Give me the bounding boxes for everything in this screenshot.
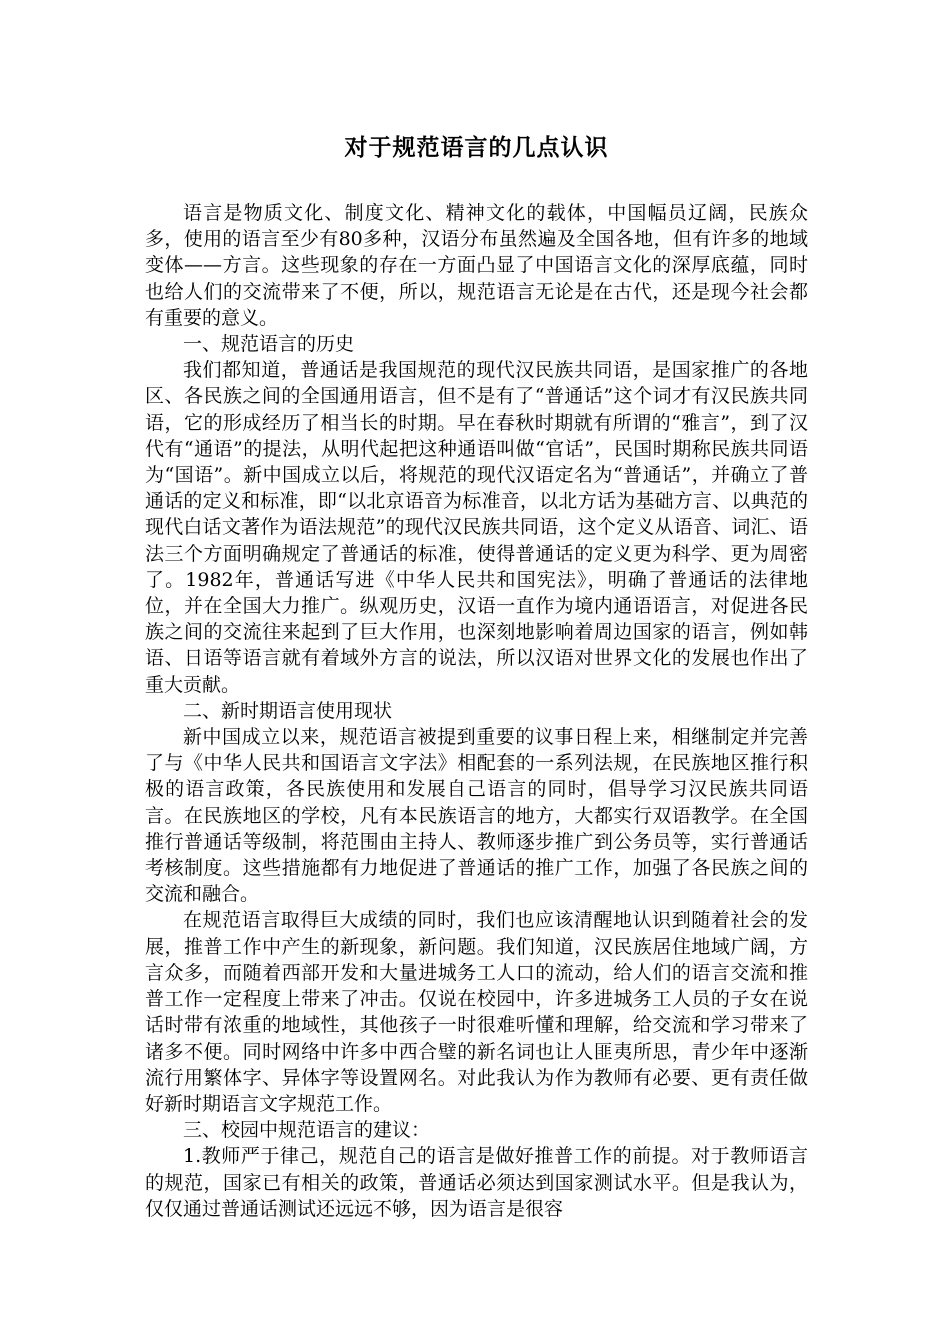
section-3-heading: 三、校园中规范语言的建议： xyxy=(183,1119,431,1142)
document-page xyxy=(145,0,808,1344)
document-title: 对于规范语言的几点认识 xyxy=(344,134,609,161)
section-3-paragraph-1: 1.教师严于律己，规范自己的语言是做好推普工作的前提。对于教师语言的规范，国家已有相关的政策，普通话必须达到国家测试水平。但是我认为，仅仅通过普通话测试还远远不够，因为语言是很容 xyxy=(145,1145,808,1220)
intro-paragraph: 语言是物质文化、制度文化、精神文化的载体，中国幅员辽阔，民族众多，使用的语言至少有80多种，汉语分布虽然遍及全国各地，但有许多的地域变体——方言。这些现象的存在一方面凸显了中国语言文化的深厚底蕴，同时也给人们的交流带来了不便，所以，规范语言无论是在古代，还是现今社会都有重要的意义。 xyxy=(145,202,808,329)
document-body xyxy=(145,200,808,1222)
section-1-heading: 一、规范语言的历史 xyxy=(183,333,355,356)
section-1-paragraph: 我们都知道，普通话是我国规范的现代汉民族共同语，是国家推广的各地区、各民族之间的全国通用语言，但不是有了“普通话”这个词才有汉民族共同语，它的形成经历了相当长的时期。早在春秋时期就有所谓的“雅言”，到了汉代有“通语”的提法，从明代起把这种通语叫做“官话”，民国时期称民族共同语为“国语”。新中国成立以后，将规范的现代汉语定名为“普通话”，并确立了普通话的定义和标准，即“以北京语音为标准音，以北方话为基础方言、以典范的现代白话文著作为语法规范”的现代汉民族共同语，这个定义从语音、词汇、语法三个方面明确规定了普通话的标准，使得普通话的定义更为科学、更为周密了。1982年，普通话写进《中华人民共和国宪法》，明确了普通话的法律地位，并在全国大力推广。纵观历史，汉语一直作为境内通语语言，对促进各民族之间的交流往来起到了巨大作用，也深刻地影响着周边国家的语言，例如韩语、日语等语言就有着域外方言的说法，所以汉语对世界文化的发展也作出了重大贡献。 xyxy=(145,359,808,696)
section-2-heading: 二、新时期语言使用现状 xyxy=(183,699,393,722)
section-2-paragraph-1: 新中国成立以来，规范语言被提到重要的议事日程上来，相继制定并完善了与《中华人民共和国语言文字法》相配套的一系列法规，在民族地区推行积极的语言政策，各民族使用和发展自己语言的同时，倡导学习汉民族共同语言。在民族地区的学校，凡有本民族语言的地方，大都实行双语教学。在全国推行普通话等级制，将范围由主持人、教师逐步推广到公务员等，实行普通话考核制度。这些措施都有力地促进了普通话的推广工作，加强了各民族之间的交流和融合。 xyxy=(145,726,808,906)
section-2-paragraph-2: 在规范语言取得巨大成绩的同时，我们也应该清醒地认识到随着社会的发展，推普工作中产生的新现象，新问题。我们知道，汉民族居住地域广阔，方言众多，而随着西部开发和大量进城务工人口的流动，给人们的语言交流和推普工作一定程度上带来了冲击。仅说在校园中，许多进城务工人员的子女在说话时带有浓重的地域性，其他孩子一时很难听懂和理解，给交流和学习带来了诸多不便。同时网络中许多中西合璧的新名词也让人匪夷所思，青少年中逐渐流行用繁体字、异体字等设置网名。对此我认为作为教师有必要、更有责任做好新时期语言文字规范工作。 xyxy=(145,909,808,1115)
